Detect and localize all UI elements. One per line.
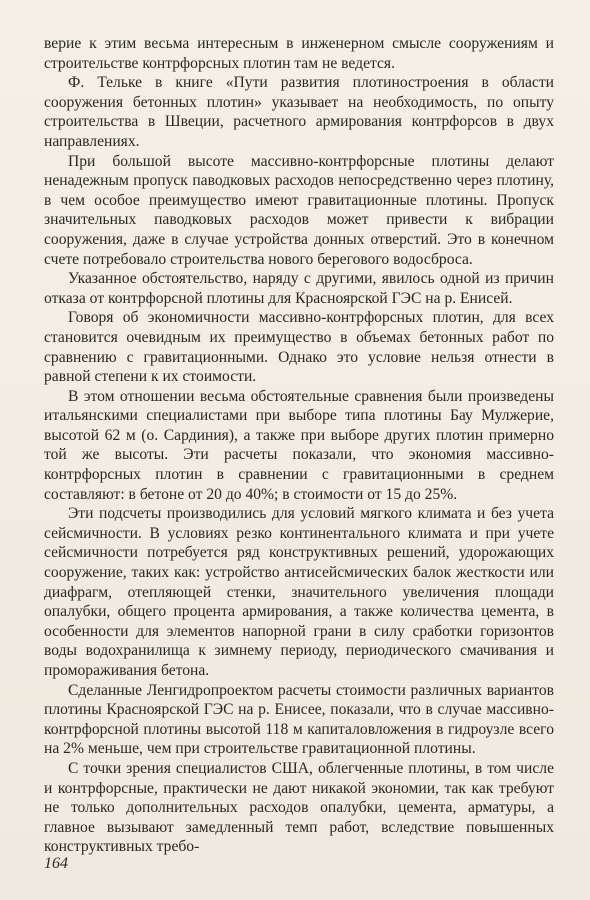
paragraph-telke: Ф. Тельке в книге «Пути развития плотиностроения в области сооружения бетонных плотин» указывает на необходимость, по опыту строительства в Швеции, расчетного армирования контрфорсов в двух направлениях. <box>44 74 554 150</box>
paragraph-lengidroproekt: Сделанные Ленгидропроектом расчеты стоимости различных вариантов плотины Красноярской ГЭС на р. Енисее, показали, что в случае массивно-контрфорсной плотины высотой 118 м капиталовложения в гидроузле всего на 2% меньше, чем при строительстве гравитационной плотины. <box>44 681 554 758</box>
paragraph-economy: Говоря об экономичности массивно-контрфорсных плотин, для всех становится очевидным их преимущество в объемах бетонных работ по сравнению с гравитационными. Однако это условие нельзя отнести в равной степени к их стоимости. <box>44 309 554 386</box>
paragraph-italian-comparison: В этом отношении весьма обстоятельные сравнения были произведены итальянскими специалистами при выборе типа плотины Бау Мулжерие, высотой 62 м (о. Сардиния), а также при выборе других плотин примерно той же высоты. Эти расчеты показали, что экономия массивно-контрфорсных плотин в сравнении с гравитационными в среднем составляют: в бетоне от 20 до 40%; в стоимости от 15 до 25%. <box>44 387 554 503</box>
paragraph-climate-seismic: Эти подсчеты производились для условий мягкого климата и без учета сейсмичности. В условиях резко континентального климата и при учете сейсмичности потребуется ряд конструктивных решений, удорожающих сооружение, таких как: устройство антисейсмических балок жесткости или диафрагм, отепляющей стенки, значительного увеличения площади опалубки, общего процента армирования, а также количества цемента, в особенности для элементов напорной грани в силу сработки горизонтов воды водохранилища к зимнему периоду, периодического смачивания и промораживания бетона. <box>44 505 554 679</box>
page-number: 164 <box>44 855 68 872</box>
paragraph-krasnoyarsk-refusal: Указанное обстоятельство, наряду с другими, явилось одной из причин отказа от контрфорсной плотины для Красноярской ГЭС на р. Енисей. <box>44 270 554 307</box>
paragraph-usa-view: С точки зрения специалистов США, облегченные плотины, в том числе и контрфорсные, практически не дают никакой экономии, так как требуют не только дополнительных расходов опалубки, цемента, арматуры, а главное вызывают замедленный темп работ, вследствие повышенных конструктивных требо- <box>44 759 554 856</box>
paragraph-flood-discharge: При большой высоте массивно-контрфорсные плотины делают ненадежным пропуск паводковых расходов непосредственно через плотину, в чем особое преимущество имеют гравитационные плотины. Пропуск значительных паводковых расходов может привести к вибрации сооружения, даже в случае устройства донных отверстий. Это в конечном счете потребовало строительства нового берегового водосброса. <box>44 152 554 268</box>
body-text <box>44 34 554 857</box>
paragraph-continued: верие к этим весьма интересным в инженерном смысле сооружениям и строительстве контрфорсных плотин там не ведется. <box>44 35 554 72</box>
